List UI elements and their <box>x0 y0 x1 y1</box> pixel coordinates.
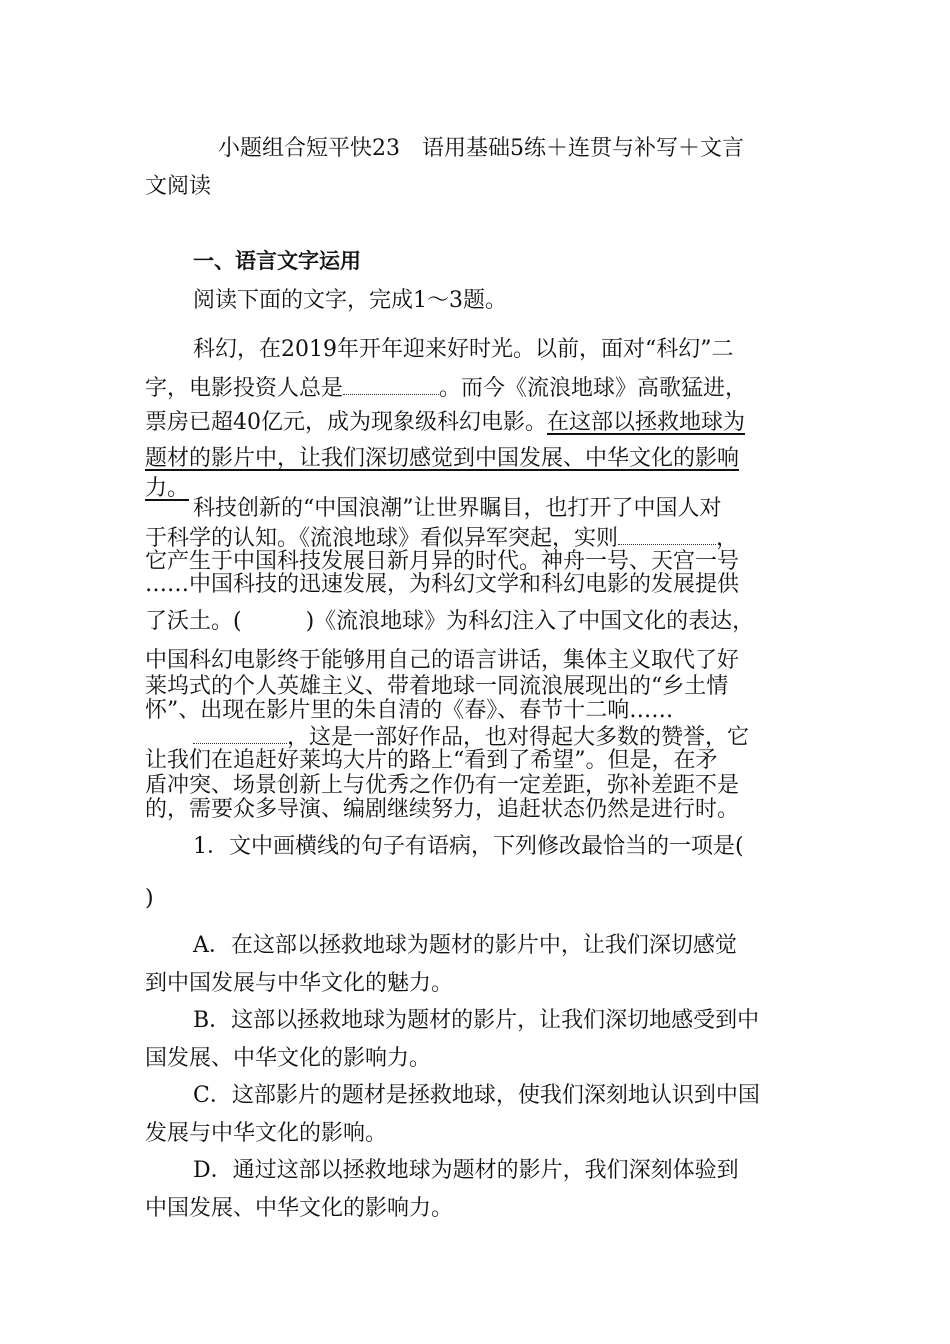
passage-text: 于科学的认知。《流浪地球》看似异军突起，实则 <box>145 526 619 551</box>
option-b-line-1: B．这部以拯救地球为题材的影片，让我们深切地感受到中 <box>193 1008 760 1033</box>
passage-text: 。而今《流浪地球》高歌猛进， <box>439 376 748 401</box>
passage-p2-line-1: 科技创新的“中国浪潮”让世界瞩目，也打开了中国人对 <box>193 496 722 521</box>
passage-text: 字，电影投资人总是 <box>145 376 344 401</box>
question-1-stem-close: ) <box>145 886 154 911</box>
passage-p1-line-2 <box>145 372 747 402</box>
underlined-sentence-part-1: 在这部以拯救地球为 <box>547 410 746 435</box>
passage-p3-line-2: 让我们在追赶好莱坞大片的路上“看到了希望”。但是，在矛 <box>145 748 718 773</box>
passage-p1-line-3 <box>145 408 745 438</box>
passage-p2-line-3: 它产生于中国科技发展日新月异的时代。神舟一号、天宫一号 <box>145 549 740 574</box>
passage-text: ， <box>716 526 739 551</box>
passage-p3-line-3: 盾冲突、场景创新上与优秀之作仍有一定差距，弥补差距不是 <box>145 773 740 798</box>
underlined-sentence-part-2: 题材的影片中，让我们深切感觉到中国发展、中华文化的影响 <box>145 446 740 471</box>
option-d-line-1: D．通过这部以拯救地球为题材的影片，我们深刻体验到 <box>193 1158 739 1183</box>
doc-title-line-1: 小题组合短平快23 语用基础5练＋连贯与补写＋文言 <box>218 136 744 161</box>
underlined-sentence-part-3: 力。 <box>145 476 190 501</box>
option-a-line-1: A．在这部以拯救地球为题材的影片中，让我们深切感觉 <box>193 933 737 958</box>
option-c-line-2: 发展与中华文化的影响。 <box>145 1121 388 1146</box>
section-heading: 一、语言文字运用 <box>193 249 361 273</box>
fill-blank-1 <box>343 372 439 395</box>
passage-text: 了沃土。( <box>145 609 242 634</box>
option-b-line-2: 国发展、中华文化的影响力。 <box>145 1046 432 1071</box>
passage-text: 票房已超40亿元，成为现象级科幻电影。 <box>145 410 547 435</box>
passage-p2-line-6: 中国科幻电影终于能够用自己的语言讲话，集体主义取代了好 <box>145 648 740 673</box>
option-d-line-2: 中国发展、中华文化的影响力。 <box>145 1196 454 1221</box>
fill-blank-3 <box>193 721 287 744</box>
fill-blank-2 <box>618 522 716 545</box>
passage-p1-line-1: 科幻，在2019年开年迎来好时光。以前，面对“科幻”二 <box>193 337 734 362</box>
passage-text: )《流浪地球》为科幻注入了中国文化的表达， <box>305 609 755 634</box>
section-instruction: 阅读下面的文字，完成1～3题。 <box>193 288 507 313</box>
question-1-stem: 1．文中画横线的句子有语病，下列修改最恰当的一项是( <box>193 834 744 859</box>
passage-p3-line-4: 的，需要众多导演、编剧继续努力，追赶状态仍然是进行时。 <box>145 797 740 822</box>
option-c-line-1: C．这部影片的题材是拯救地球，使我们深刻地认识到中国 <box>193 1083 760 1108</box>
passage-p2-line-7: 莱坞式的个人英雄主义、带着地球一同流浪展现出的“乡土情 <box>145 674 729 699</box>
option-a-line-2: 到中国发展与中华文化的魅力。 <box>145 971 454 996</box>
passage-p2-line-5 <box>145 607 754 637</box>
doc-title-line-2: 文阅读 <box>145 174 212 199</box>
passage-p2-line-4: ……中国科技的迅速发展，为科幻文学和科幻电影的发展提供 <box>145 572 740 597</box>
passage-text: ，这是一部好作品，也对得起大多数的赞誉，它 <box>287 725 750 750</box>
passage-p2-line-8: 怀”、出现在影片里的朱自清的《春》、春节十二响…… <box>145 698 674 723</box>
